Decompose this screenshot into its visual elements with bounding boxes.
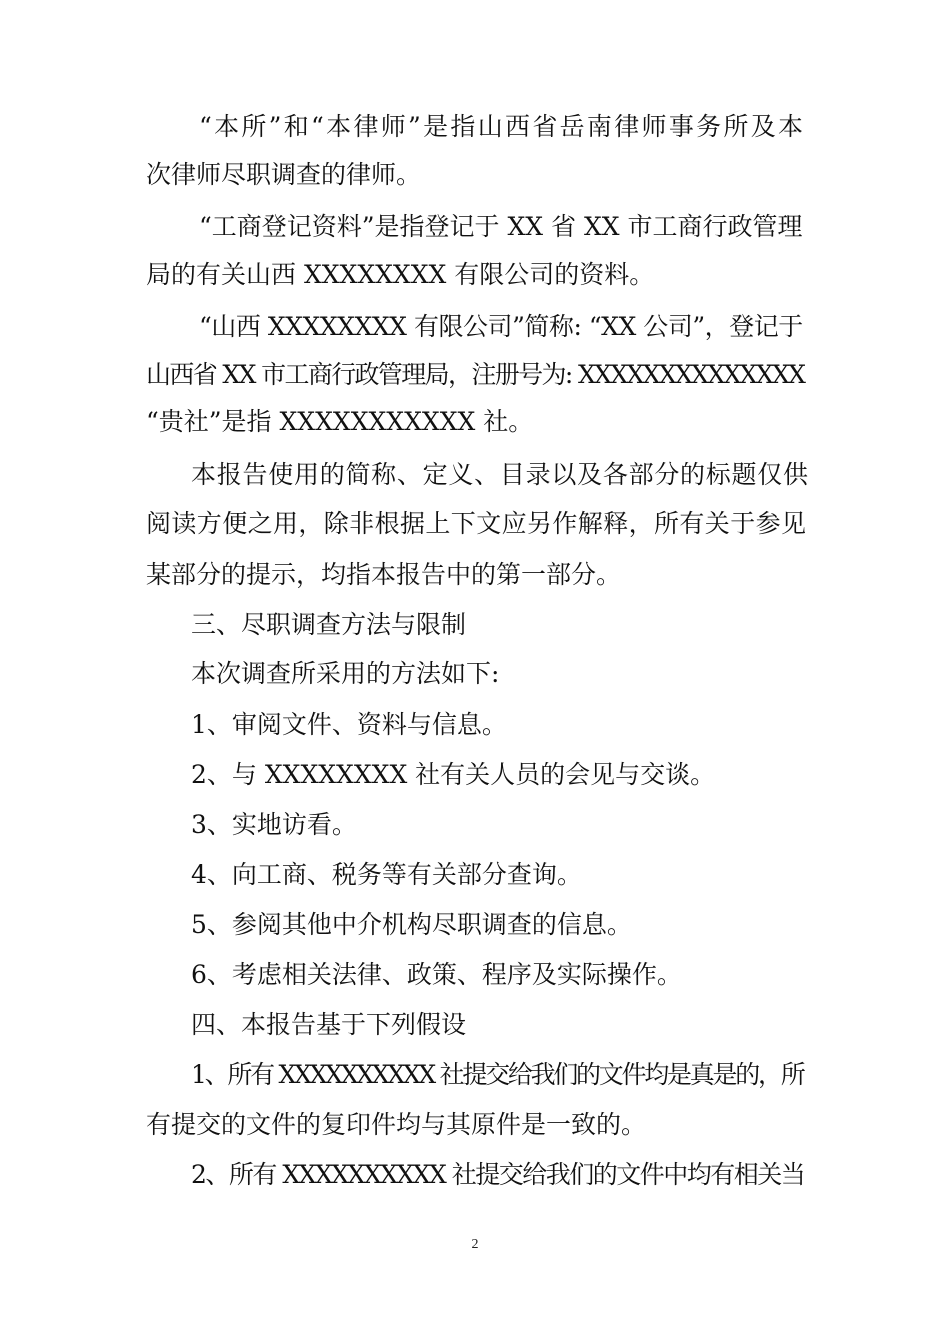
- text-line: “山西 XXXXXXXX 有限公司”简称: “XX 公司”，登记于: [199, 312, 803, 341]
- section-heading: 四、本报告基于下列假设: [191, 1010, 467, 1039]
- section-heading: 三、尽职调查方法与限制: [191, 610, 467, 639]
- text-line: 本报告使用的简称、定义、目录以及各部分的标题仅供: [191, 460, 809, 489]
- text-line: 阅读方便之用，除非根据上下文应另作解释，所有关于参见: [146, 509, 807, 538]
- list-item: 3、实地访看。: [191, 810, 357, 839]
- list-item: 2、所有 XXXXXXXXXX 社提交给我们的文件中均有相关当: [191, 1160, 805, 1189]
- text-line: 山西省 XX 市工商行政管理局，注册号为: XXXXXXXXXXXXXX: [146, 360, 805, 389]
- list-item: 1、所有 XXXXXXXXXX 社提交给我们的文件均是真是的，所: [191, 1060, 804, 1089]
- page-number: 2: [471, 1237, 479, 1252]
- list-item: 4、向工商、税务等有关部分查询。: [191, 860, 582, 889]
- text-line: 某部分的提示，均指本报告中的第一部分。: [146, 560, 622, 589]
- text-line: “本所”和“本律师”是指山西省岳南律师事务所及本: [199, 112, 806, 141]
- text-line: 本次调查所采用的方法如下:: [191, 659, 500, 688]
- text-line: 局的有关山西 XXXXXXXX 有限公司的资料。: [146, 260, 655, 289]
- text-line: 有提交的文件的复印件均与其原件是一致的。: [146, 1110, 647, 1139]
- list-item: 1、审阅文件、资料与信息。: [191, 710, 507, 739]
- list-item: 5、参阅其他中介机构尽职调查的信息。: [191, 910, 632, 939]
- text-line: “贵社”是指 XXXXXXXXXXX 社。: [146, 407, 534, 436]
- list-item: 6、考虑相关法律、政策、程序及实际操作。: [191, 960, 682, 989]
- list-item: 2、与 XXXXXXXX 社有关人员的会见与交谈。: [191, 760, 716, 789]
- text-line: “工商登记资料”是指登记于 XX 省 XX 市工商行政管理: [199, 212, 803, 241]
- text-line: 次律师尽职调查的律师。: [146, 160, 422, 189]
